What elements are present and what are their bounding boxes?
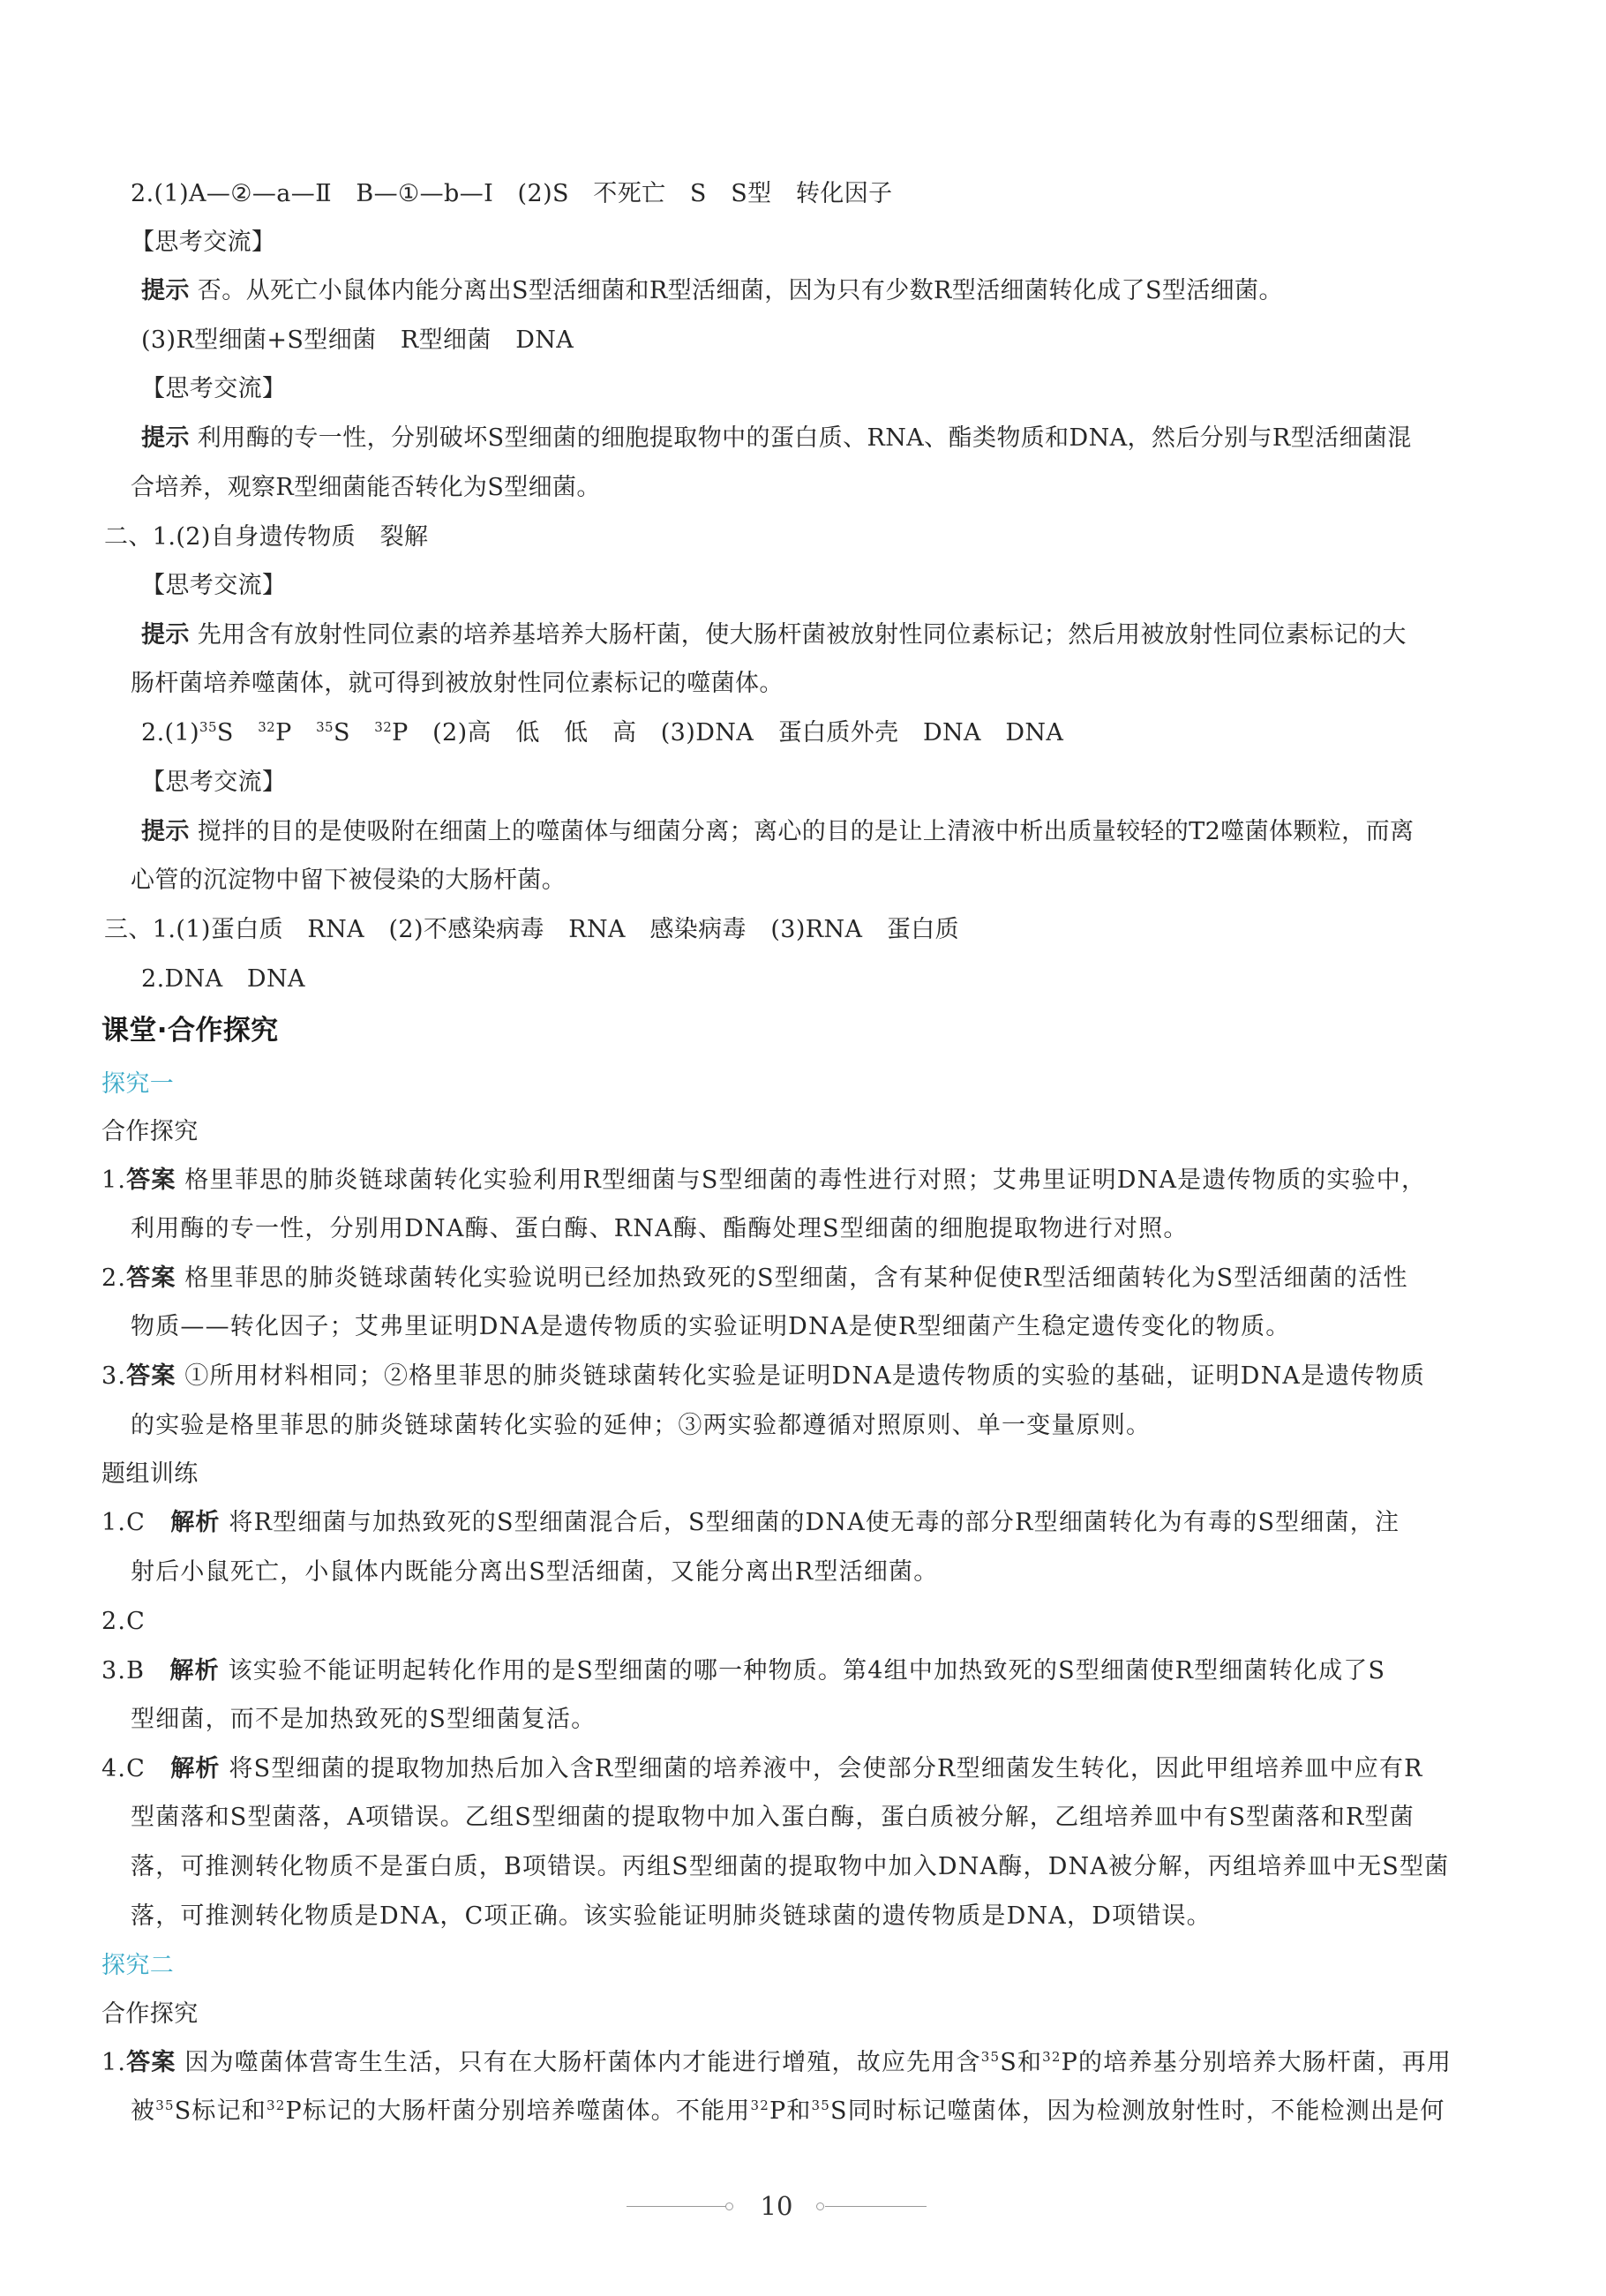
question-item [101, 1654, 1385, 1689]
subheading: 合作探究 [101, 2000, 199, 2028]
isotope-mass: 32 [1042, 2049, 1062, 2065]
text-line: (3)R型细菌+S型细菌 R型细菌 DNA [141, 326, 574, 354]
answer-item [101, 1261, 1408, 1296]
isotope-mass: 32 [374, 719, 393, 735]
subsection-heading: 探究二 [101, 1952, 175, 1979]
text-line: 心管的沉淀物中留下被侵染的大肠杆菌。 [131, 867, 567, 894]
item-number: 4.C [101, 1755, 171, 1782]
analysis-label: 解析 [169, 1657, 220, 1684]
isotope-mass: 35 [199, 719, 217, 735]
text-span: P (2)高 低 低 高 (3)DNA 蛋白质外壳 DNA DNA [392, 719, 1064, 747]
isotope-mass: 35 [811, 2097, 831, 2113]
text-line: 2.(1)A—②—a—Ⅱ B—①—b—Ⅰ (2)S 不死亡 S S型 转化因子 [131, 180, 893, 207]
think-heading: 【思考交流】 [141, 572, 287, 599]
text-line [141, 716, 1063, 751]
text-span: S标记和 [174, 2097, 266, 2125]
isotope-mass: 32 [266, 2097, 286, 2113]
think-heading: 【思考交流】 [141, 375, 287, 402]
answer-label: 答案 [126, 2049, 176, 2076]
text-line [131, 2094, 1445, 2129]
analysis-text: 将S型细菌的提取物加热后加入含R型细菌的培养液中，会使部分R型细菌发生转化，因此甲组培养皿中应有R [220, 1755, 1423, 1782]
hint-label: 提示 [141, 621, 190, 649]
analysis-label: 解析 [170, 1509, 221, 1536]
isotope-mass: 35 [980, 2049, 1001, 2065]
isotope-mass: 32 [258, 719, 276, 735]
text-line: 落，可推测转化物质不是蛋白质，B项错误。丙组S型细菌的提取物中加入DNA酶，DNA被分解，丙组培养皿中无S型菌 [131, 1853, 1450, 1880]
think-heading: 【思考交流】 [131, 229, 276, 256]
answer-item [101, 1163, 1426, 1198]
text-span: P的培养基分别培养大肠杆菌，再用 [1061, 2049, 1452, 2076]
page-number: 10 [760, 2191, 793, 2221]
think-heading: 【思考交流】 [141, 769, 287, 796]
text-line: 三、1.(1)蛋白质 RNA (2)不感染病毒 RNA 感染病毒 (3)RNA 蛋白质 [104, 916, 960, 943]
text-line: 射后小鼠死亡，小鼠体内既能分离出S型活细菌，又能分离出R型活细菌。 [131, 1558, 939, 1586]
hint-text: 搅拌的目的是使吸附在细菌上的噬菌体与细菌分离；离心的目的是让上清液中析出质量较轻的T2噬菌体颗粒，而离 [189, 818, 1415, 845]
hint-label: 提示 [141, 424, 190, 452]
answer-label: 答案 [126, 1264, 176, 1292]
answer-text: ①所用材料相同；②格里菲思的肺炎链球菌转化实验是证明DNA是遗传物质的实验的基础，证明DNA是遗传物质 [176, 1362, 1426, 1390]
text-span: P和 [769, 2097, 812, 2125]
hint-line [141, 274, 1283, 309]
answer-text: 格里菲思的肺炎链球菌转化实验利用R型细菌与S型细菌的毒性进行对照；艾弗里证明DNA是遗传物质的实验中， [176, 1167, 1427, 1194]
text-line: 型细菌，而不是加热致死的S型细菌复活。 [131, 1706, 597, 1733]
text-line: 肠杆菌培养噬菌体，就可得到被放射性同位素标记的噬菌体。 [131, 670, 784, 697]
item-number: 3. [101, 1362, 127, 1390]
text-span: S同时标记噬菌体，因为检测放射性时，不能检测出是何 [830, 2097, 1445, 2125]
analysis-text: 该实验不能证明起转化作用的是S型细菌的哪一种物质。第4组中加热致死的S型细菌使R型细菌转化成了S [219, 1657, 1386, 1684]
subsection-heading: 探究一 [101, 1070, 175, 1098]
page-footer [0, 2188, 1606, 2224]
answer-item [101, 2045, 1452, 2081]
answer-label: 答案 [126, 1167, 176, 1194]
item-number: 1. [101, 1167, 127, 1194]
question-item [101, 1752, 1423, 1787]
item-number: 3.B [101, 1657, 170, 1684]
footer-dot-left [725, 2202, 733, 2210]
text-line: 利用酶的专一性，分别用DNA酶、蛋白酶、RNA酶、酯酶处理S型细菌的细胞提取物进行对照。 [131, 1215, 1189, 1242]
hint-label: 提示 [141, 818, 190, 845]
subheading: 题组训练 [101, 1460, 199, 1488]
question-item [101, 1505, 1400, 1541]
isotope-mass: 35 [316, 719, 334, 735]
text-line: 的实验是格里菲思的肺炎链球菌转化实验的延伸；③两实验都遵循对照原则、单一变量原则。 [131, 1412, 1152, 1439]
text-span: 因为噬菌体营寄生生活，只有在大肠杆菌体内才能进行增殖，故应先用含 [176, 2049, 981, 2076]
text-span: 2.(1) [141, 719, 200, 747]
question-item: 2.C [101, 1608, 146, 1635]
hint-label: 提示 [141, 277, 190, 304]
isotope-mass: 35 [155, 2097, 175, 2113]
answer-label: 答案 [126, 1362, 176, 1390]
footer-rule-right [825, 2206, 927, 2207]
section-heading: 课堂·合作探究 [101, 1015, 279, 1047]
hint-line [141, 814, 1414, 850]
item-number: 1.C [101, 1509, 171, 1536]
hint-line [141, 618, 1407, 653]
text-span: S [216, 719, 259, 747]
answer-item [101, 1359, 1425, 1394]
hint-text: 利用酶的专一性，分别破坏S型细菌的细胞提取物中的蛋白质、RNA、酯类物质和DNA，然后分别与R型活细菌混 [189, 424, 1412, 452]
text-line: 合培养，观察R型细菌能否转化为S型细菌。 [131, 474, 601, 501]
footer-rule-left [627, 2206, 728, 2207]
text-span: 被 [131, 2097, 156, 2125]
text-line: 落，可推测转化物质是DNA，C项正确。该实验能证明肺炎链球菌的遗传物质是DNA，D项错误。 [131, 1902, 1212, 1930]
text-span: S和 [1000, 2049, 1043, 2076]
hint-text: 否。从死亡小鼠体内能分离出S型活细菌和R型活细菌，因为只有少数R型活细菌转化成了S型活细菌。 [189, 277, 1283, 304]
answer-text: 格里菲思的肺炎链球菌转化实验说明已经加热致死的S型细菌，含有某种促使R型活细菌转化为S型活细菌的活性 [176, 1264, 1408, 1292]
text-line: 型菌落和S型菌落，A项错误。乙组S型细菌的提取物中加入蛋白酶，蛋白质被分解，乙组培养皿中有S型菌落和R型菌 [131, 1804, 1415, 1831]
text-line: 物质——转化因子；艾弗里证明DNA是遗传物质的实验证明DNA是使R型细菌产生稳定遗传变化的物质。 [131, 1313, 1291, 1340]
subheading: 合作探究 [101, 1118, 199, 1145]
footer-dot-right [816, 2202, 824, 2210]
analysis-text: 将R型细菌与加热致死的S型细菌混合后，S型细菌的DNA使无毒的部分R型细菌转化为有毒的S型细菌，注 [220, 1509, 1400, 1536]
text-line: 二、1.(2)自身遗传物质 裂解 [104, 523, 429, 551]
item-number: 1. [101, 2049, 127, 2076]
analysis-label: 解析 [170, 1755, 221, 1782]
hint-line [141, 421, 1412, 456]
text-span: P标记的大肠杆菌分别培养噬菌体。不能用 [285, 2097, 751, 2125]
text-line: 2.DNA DNA [141, 965, 305, 993]
text-span: S [333, 719, 375, 747]
hint-text: 先用含有放射性同位素的培养基培养大肠杆菌，使大肠杆菌被放射性同位素标记；然后用被放射性同位素标记的大 [189, 621, 1407, 649]
isotope-mass: 32 [750, 2097, 769, 2113]
item-number: 2. [101, 1264, 127, 1292]
text-span: P [275, 719, 317, 747]
